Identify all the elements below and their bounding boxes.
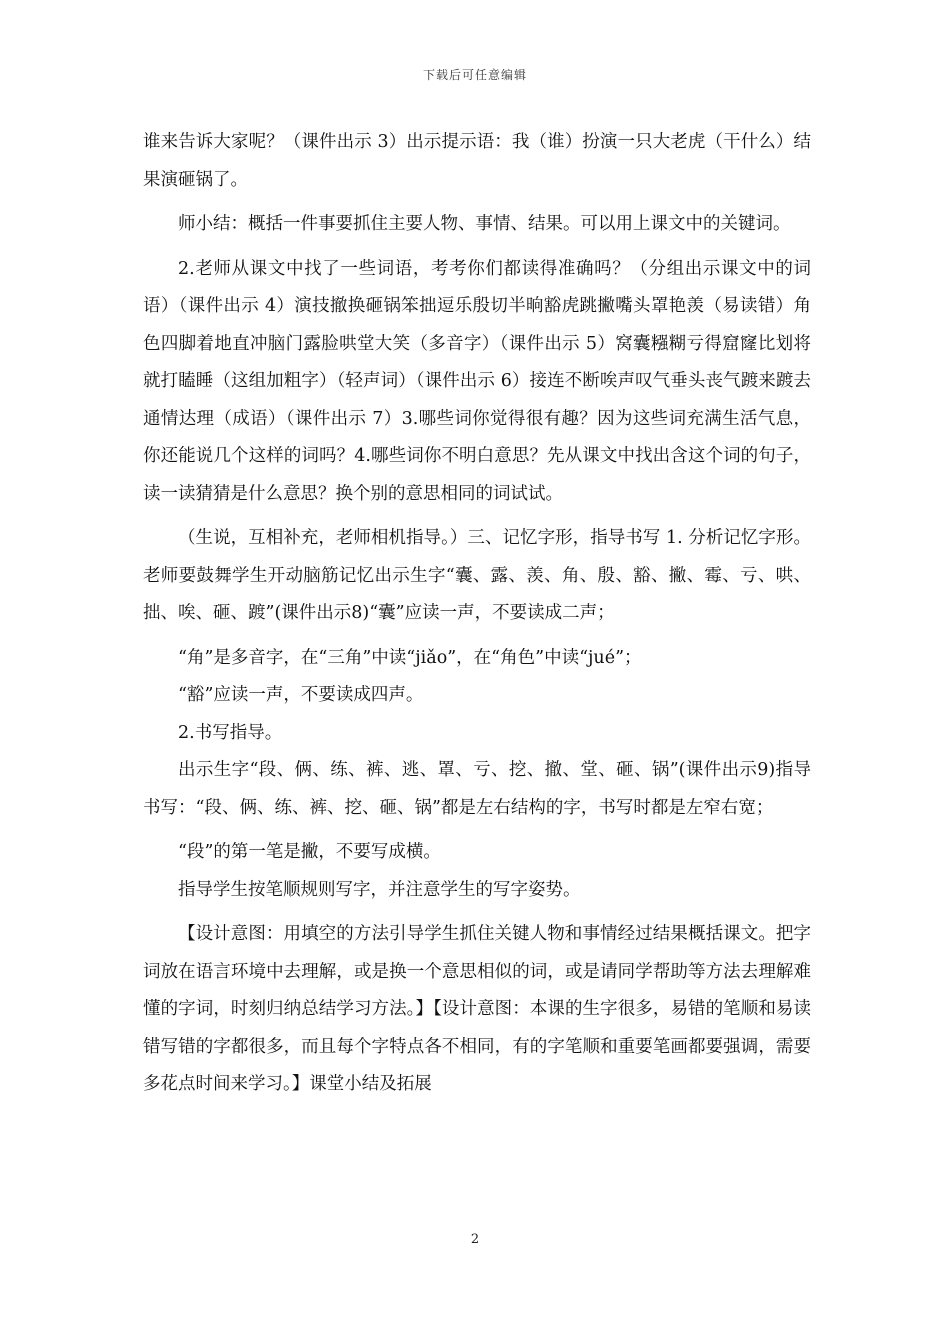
- paragraph-3: 2.老师从课文中找了一些词语，考考你们都读得准确吗？（分组出示课文中的词语）（课件出示 4）演技撤换砸锅笨拙逗乐殷切半晌豁虎跳撇嘴头罩艳羡（易读错）角色四脚着地直冲脑门露脸哄堂大笑（多音字）（课件出示 5）窝囊糨糊亏得窟窿比划将就打瞌睡（这组加粗字）（轻声词）（课件出示 6）接连不断唉声叹气垂头丧气踱来踱去通情达理（成语）（课件出示 7）3.哪些词你觉得很有趣？因为这些词充满生活气息，你还能说几个这样的词吗？4.哪些词你不明白意思？先从课文中找出含这个词的句子，读一读猜猜是什么意思？换个别的意思相同的词试试。: [143, 258, 811, 504]
- paragraph-11: 【设计意图：用填空的方法引导学生抓住关键人物和事情经过结果概括课文。把字词放在语言环境中去理解，或是换一个意思相似的词，或是请同学帮助等方法去理解难懂的字词，时刻归纳总结学习方法。】【设计意图：本课的生字很多，易错的笔顺和易读错写错的字都很多，而且每个字特点各不相同，有的字笔顺和重要笔画都要强调，需要多花点时间来学习。】课堂小结及拓展: [143, 924, 811, 1094]
- paragraph-9: “段”的第一笔是撇，不要写成横。: [178, 842, 441, 862]
- document-body: [143, 124, 811, 1104]
- paragraph-5: “角”是多音字，在“三角”中读“jiǎo”，在“角色”中读“jué”；: [178, 647, 642, 668]
- paragraph-1: 谁来告诉大家呢？（课件出示 3）出示提示语：我（谁）扮演一只大老虎（干什么）结果演砸锅了。: [143, 132, 811, 190]
- paragraph-6: “豁”应读一声，不要读成四声。: [178, 685, 424, 705]
- paragraph-8: 出示生字“段、俩、练、裤、逃、罩、亏、挖、撤、堂、砸、锅”(课件出示9)指导书写：“段、俩、练、裤、挖、砸、锅”都是左右结构的字，书写时都是左窄右宽；: [143, 760, 811, 818]
- page-header-note: 下载后可任意编辑: [422, 68, 527, 82]
- paragraph-7: 2.书写指导。: [178, 722, 283, 743]
- paragraph-4: （生说，互相补充，老师相机指导。）三、记忆字形，指导书写 1. 分析记忆字形。老师要鼓舞学生开动脑筋记忆出示生字“囊、露、羡、角、殷、豁、撇、霉、亏、哄、拙、唉、砸、踱”(课件出示8)“囊”应读一声，不要读成二声；: [143, 528, 811, 623]
- page-number: 2: [470, 1232, 480, 1247]
- paragraph-10: 指导学生按笔顺规则写字，并注意学生的写字姿势。: [178, 879, 581, 900]
- paragraph-2: 师小结：概括一件事要抓住主要人物、事情、结果。可以用上课文中的关键词。: [178, 214, 791, 234]
